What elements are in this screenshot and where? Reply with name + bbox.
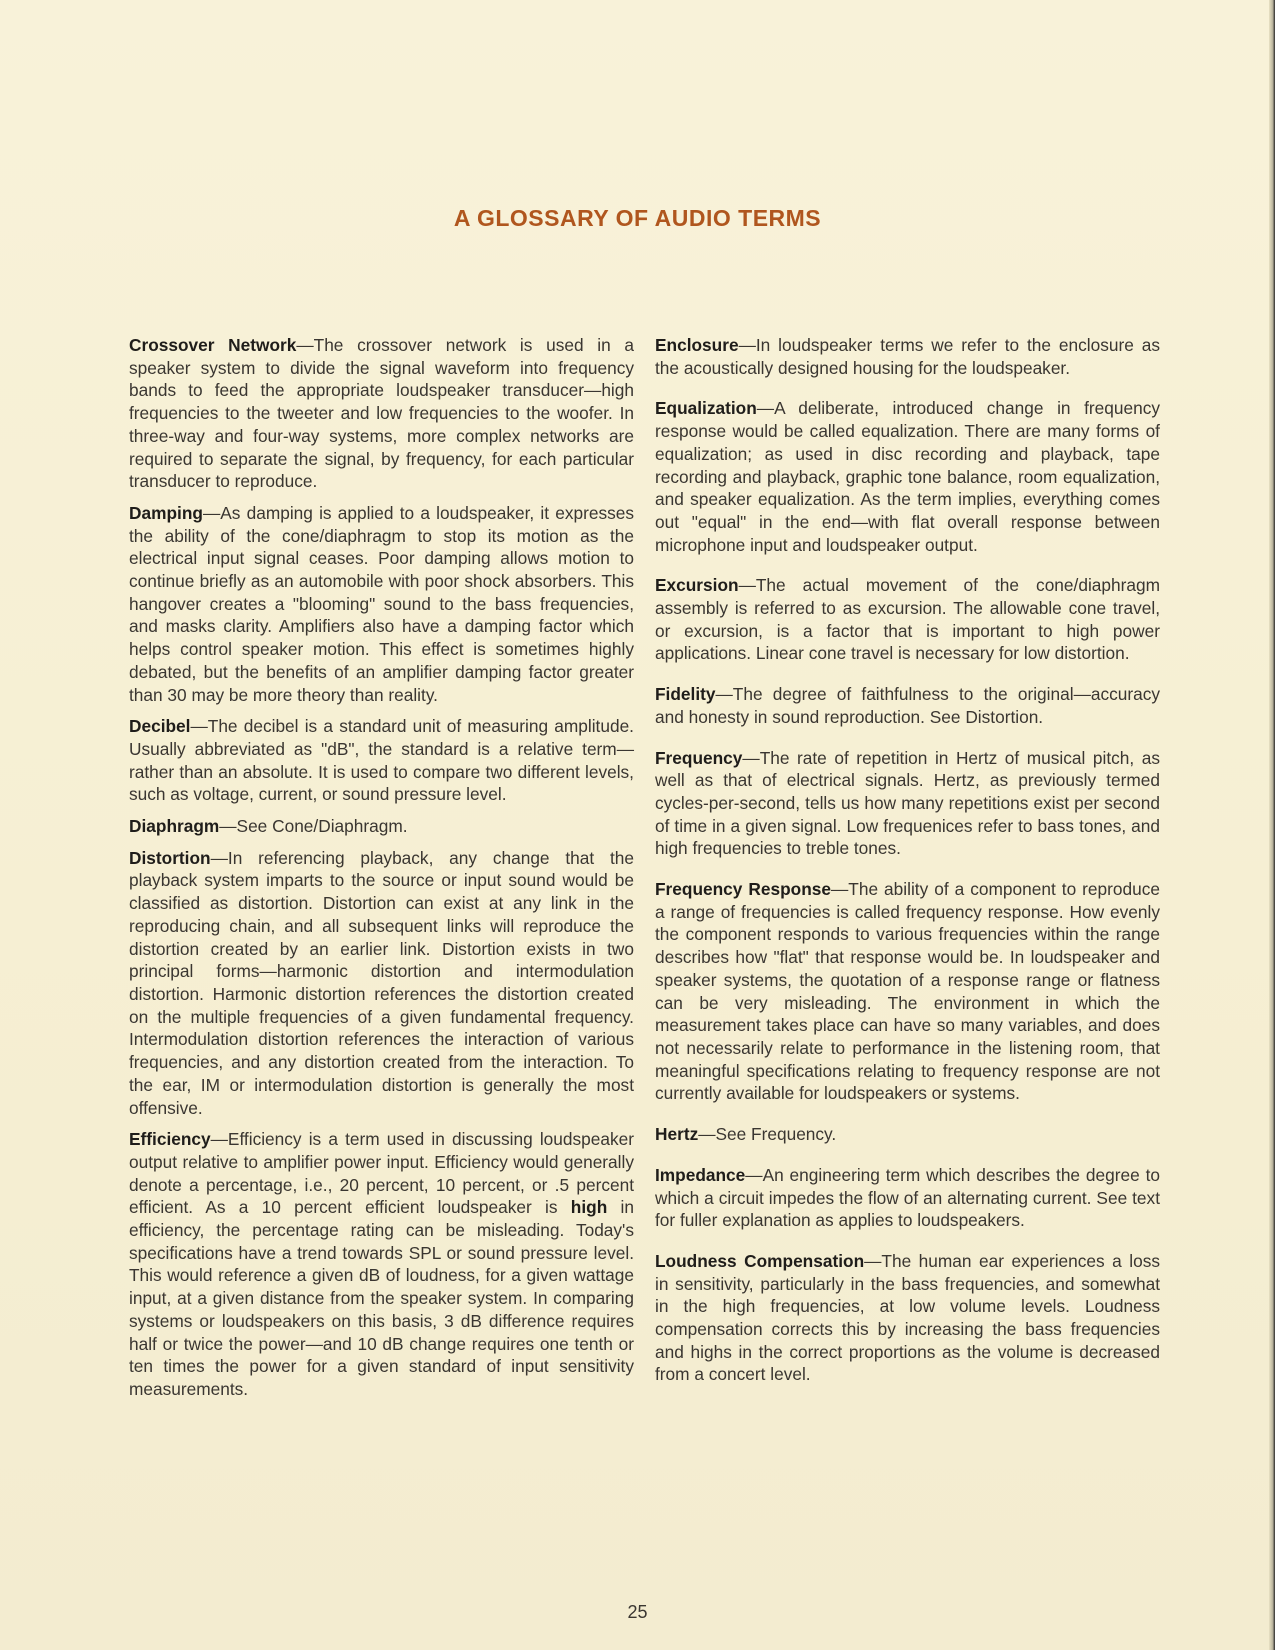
glossary-entry-impedance (655, 1164, 1160, 1232)
term-label: Frequency Response (655, 879, 831, 900)
page-edge (1269, 0, 1275, 1650)
glossary-entry-excursion (655, 574, 1160, 665)
glossary-entry-crossover-network (129, 334, 634, 493)
term-label: Distortion (129, 847, 211, 868)
term-label: Crossover Network (129, 335, 297, 355)
right-column (655, 334, 1160, 1404)
page-title: A GLOSSARY OF AUDIO TERMS (453, 205, 822, 231)
term-label: Decibel (129, 716, 191, 737)
term-label: Equalization (655, 398, 757, 419)
term-definition: —See Cone/Diaphragm. (219, 816, 408, 837)
page-number: 25 (627, 1602, 648, 1622)
term-definition: —The decibel is a standard unit of measuring amplitude. Usually abbreviated as "dB", the standard is a relative term—rather than an absolute. It is used to compare two different levels, such as voltage, current, or sound pressure level. (129, 716, 634, 805)
glossary-entry-efficiency (129, 1128, 634, 1400)
term-definition: —In referencing playback, any change that the playback system imparts to the source or input sound would be classified as distortion. Distortion can exist at any link in the reproducing chain, and all subsequent links will reproduce the distortion created by an earlier link. Distortion exists in two principal forms—harmonic distortion and intermodulation distortion. Harmonic distortion references the distortion created on the multiple frequencies of a given fundamental frequency. Intermodulation distortion references the interaction of various frequencies, and any distortion created from the interaction. To the ear, IM or intermodulation distortion is generally the most offensive. (129, 847, 634, 1118)
term-definition: —A deliberate, introduced change in frequency response would be called equalization. There are many forms of equalization; as used in disc recording and playback, tape recording and playback, graphic tone balance, room equalization, and speaker equalization. As the term implies, everything comes out "equal" in the end—with flat overall response between microphone input and loudspeaker output. (655, 398, 1160, 555)
term-definition: —The crossover network is used in a speaker system to divide the signal waveform into frequency bands to feed the appropriate loudspeaker transducer—high frequencies to the tweeter and low frequencies to the woofer. In three-way and four-way systems, more complex networks are required to separate the signal, by frequency, for each particular transducer to reproduce. (129, 335, 634, 492)
term-label: Diaphragm (129, 816, 220, 837)
glossary-entry-frequency-response (655, 878, 1160, 1105)
term-definition: —As damping is applied to a loudspeaker, it expresses the ability of the cone/diaphragm to stop its motion as the electrical input signal ceases. Poor damping allows motion to continue briefly as an automobile with poor shock absorbers. This hangover creates a "blooming" sound to the bass frequencies, and masks clarity. Amplifiers also have a damping factor which helps control speaker motion. This effect is sometimes highly debated, but the benefits of an amplifier damping factor greater than 30 may be more theory than reality. (129, 502, 634, 705)
glossary-entry-fidelity (655, 683, 1160, 728)
term-definition: —The rate of repetition in Hertz of musical pitch, as well as that of electrical signals. Hertz, as previously termed cycles-per-second, tells us how many repetitions exist per second of time in a given signal. Low frequenices refer to bass tones, and high frequencies to treble tones. (655, 747, 1160, 859)
glossary-entry-damping (129, 502, 634, 706)
term-label: Excursion (655, 575, 739, 596)
term-definition: —The actual movement of the cone/diaphragm assembly is referred to as excursion. The allowable cone travel, or excursion, is a factor that is important to high power applications. Linear cone travel is necessary for low distortion. (655, 575, 1160, 664)
glossary-entry-frequency (655, 747, 1160, 861)
term-label: Efficiency (129, 1129, 211, 1150)
glossary-entry-enclosure (655, 334, 1160, 379)
term-label: Loudness Compensation (655, 1250, 865, 1271)
term-definition: —The human ear experiences a loss in sensitivity, particularly in the bass frequencies, and somewhat in the high frequencies, at low volume levels. Loudness compensation corrects this by increasing the bass frequencies and highs in the correct proportions as the volume is decreased from a concert level. (655, 1250, 1160, 1385)
term-definition: —See Frequency. (698, 1124, 837, 1145)
glossary-entry-distortion (129, 847, 634, 1119)
term-label: Fidelity (655, 684, 716, 705)
glossary-entry-hertz (655, 1123, 1160, 1146)
term-label: Frequency (655, 747, 743, 768)
term-definition: —In loudspeaker terms we refer to the enclosure as the acoustically designed housing for the loudspeaker. (655, 335, 1160, 378)
term-label: Hertz (655, 1124, 699, 1145)
term-label: Enclosure (655, 335, 739, 355)
term-definition: —The degree of faithfulness to the original—accuracy and honesty in sound reproduction. See Distortion. (655, 684, 1160, 727)
glossary-entry-diaphragm (129, 815, 634, 838)
term-label: Impedance (655, 1164, 746, 1185)
left-column (129, 334, 634, 1410)
term-definition: —An engineering term which describes the degree to which a circuit impedes the flow of an alternating current. See text for fuller explanation as applies to loudspeakers. (655, 1164, 1160, 1231)
glossary-entry-loudness-compensation (655, 1250, 1160, 1386)
glossary-entry-equalization (655, 397, 1160, 556)
term-definition-continued: in efficiency, the percentage rating can be misleading. Today's specifications have a trend towards SPL or sound pressure level. This would reference a given dB of loudness, for a given wattage input, at a given distance from the speaker system. In comparing systems or loudspeakers on this basis, 3 dB difference requires half or twice the power—and 10 dB change requires one tenth or ten times the power for a given standard of input sensitivity measurements. (129, 1197, 634, 1399)
emphasized-word: high (570, 1197, 608, 1218)
term-definition: —The ability of a component to reproduce a range of frequencies is called frequency response. How evenly the component responds to various frequencies within the range describes how "flat" that response would be. In loudspeaker and speaker systems, the quotation of a response range or flatness can be very misleading. The environment in which the measurement takes place can have so many variables, and does not necessarily relate to performance in the listening room, that meaningful specifications relating to frequency response are not currently available for loudspeakers or systems. (655, 879, 1160, 1104)
term-label: Damping (129, 502, 203, 523)
term-definition: —Efficiency is a term used in discussing loudspeaker output relative to amplifier power input. Efficiency would generally denote a percentage, i.e., 20 percent, 10 percent, or .5 percent efficient. As a 10 percent efficient loudspeaker is (129, 1129, 634, 1218)
glossary-entry-decibel (129, 715, 634, 806)
